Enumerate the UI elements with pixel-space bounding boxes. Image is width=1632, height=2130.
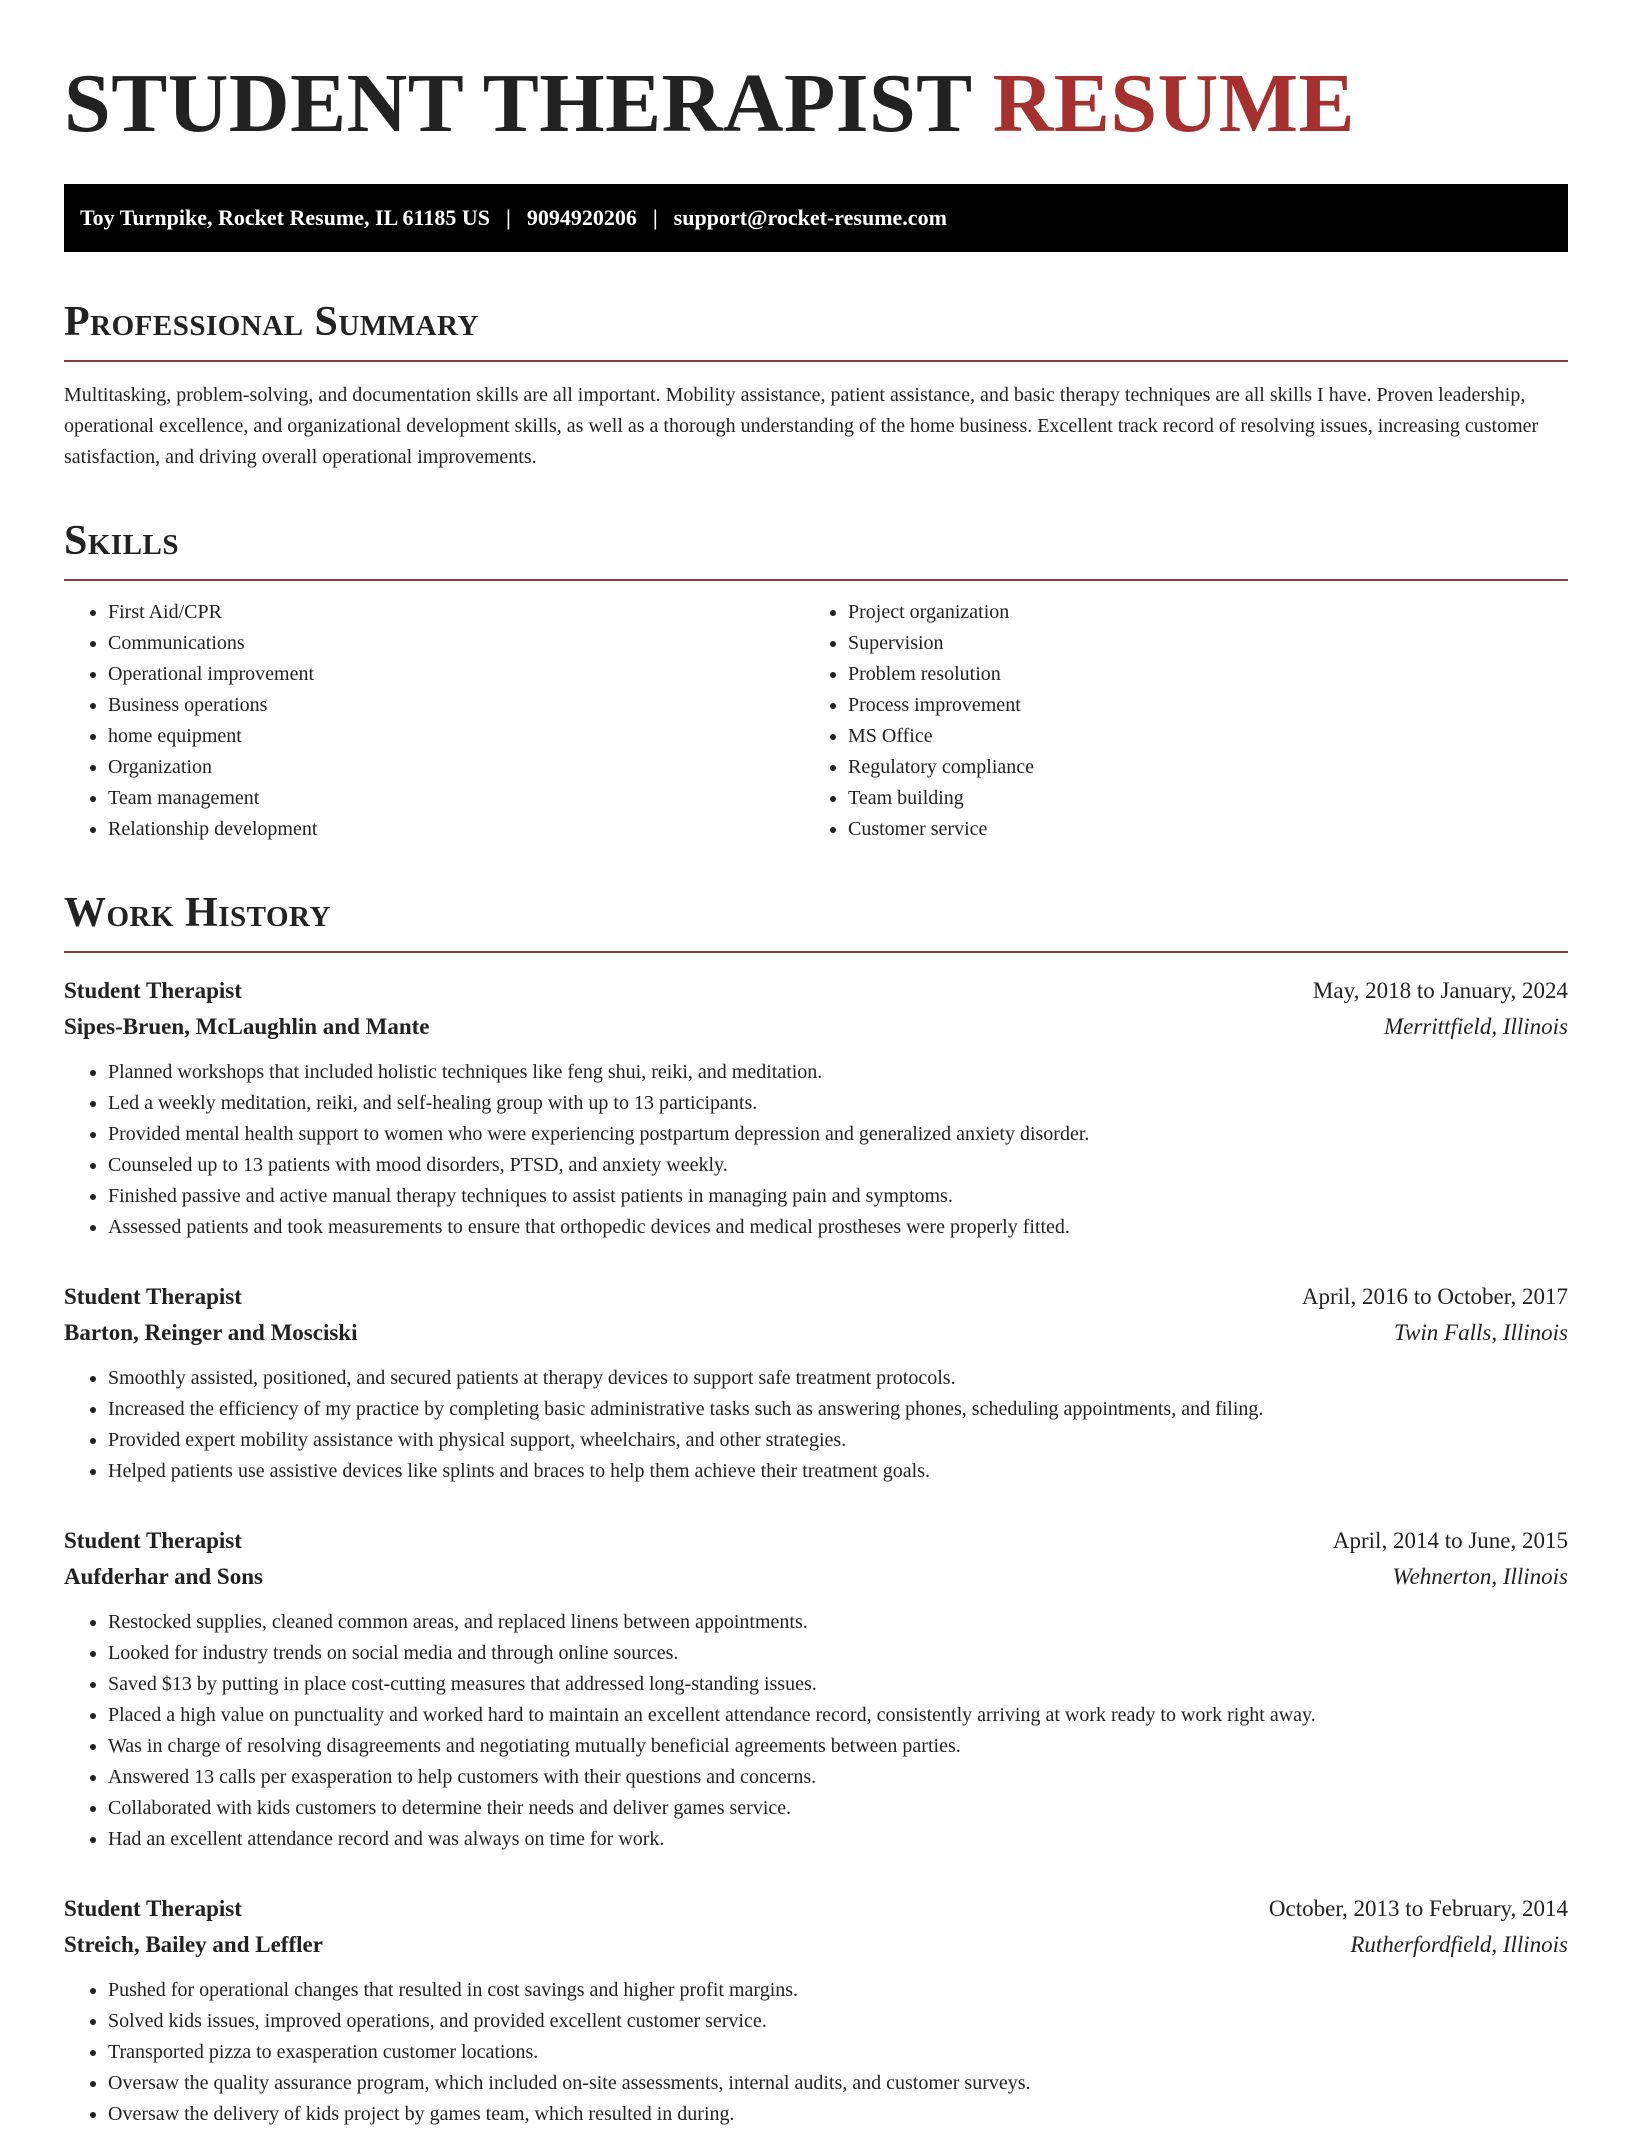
job-bullet: • Answered 13 calls per exasperation to help customers with their questions and concerns. xyxy=(108,1762,1568,1793)
summary-text: Multitasking, problem-solving, and documentation skills are all important. Mobility assistance, patient assistance, and basic therapy techniques are all skills I have. Proven leadership, operational excellence, and organizational development skills, as well as a thorough understanding of the home business. Excellent track record of resolving issues, increasing customer satisfaction, and driving overall operational improvements. xyxy=(64,384,1539,468)
title-main: STUDENT THERAPIST xyxy=(64,57,972,150)
job-bullet: • Increased the efficiency of my practice by completing basic administrative tasks such as answering phones, scheduling appointments, and filing. xyxy=(108,1394,1568,1425)
job-bullet: • Counseled up to 13 patients with mood disorders, PTSD, and anxiety weekly. xyxy=(108,1150,1568,1181)
skills-column-right xyxy=(804,597,1564,845)
section-divider xyxy=(64,951,1568,953)
job-bullets xyxy=(64,1057,1568,1243)
job-dates: October, 2013 to February, 2014 xyxy=(1268,1896,1568,1921)
skills-heading: Skills xyxy=(64,518,180,564)
skill-item: • Organization xyxy=(108,752,804,783)
skill-item: • Team building xyxy=(848,783,1564,814)
job-company-row xyxy=(64,1927,1568,1963)
job-bullet: • Planned workshops that included holistic techniques like feng shui, reiki, and meditation. xyxy=(108,1057,1568,1088)
skill-item: • Business operations xyxy=(108,690,804,721)
contact-email[interactable]: support@rocket-resume.com xyxy=(673,205,947,230)
contact-separator: | xyxy=(652,205,658,230)
job-bullet: • Transported pizza to exasperation customer locations. xyxy=(108,2037,1568,2068)
job-dates: April, 2014 to June, 2015 xyxy=(1332,1528,1568,1553)
title-accent: RESUME xyxy=(992,57,1356,150)
job-dates: April, 2016 to October, 2017 xyxy=(1301,1284,1568,1309)
summary-heading: Professional Summary xyxy=(64,299,479,345)
contact-phone: 9094920206 xyxy=(526,205,637,230)
contact-bar xyxy=(64,184,1568,252)
job-bullet: • Oversaw the quality assurance program, which included on-site assessments, internal audits, and customer surveys. xyxy=(108,2068,1568,2099)
skill-item: • home equipment xyxy=(108,721,804,752)
job-bullet: • Saved $13 by putting in place cost-cutting measures that addressed long-standing issues. xyxy=(108,1669,1568,1700)
job-company: Sipes-Bruen, McLaughlin and Mante xyxy=(64,1014,430,1039)
job-bullet: • Provided mental health support to women who were experiencing postpartum depression and generalized anxiety disorder. xyxy=(108,1119,1568,1150)
skill-item: • Supervision xyxy=(848,628,1564,659)
job-header-row xyxy=(64,973,1568,1009)
skills-list xyxy=(64,597,1568,845)
skill-item: • Project organization xyxy=(848,597,1564,628)
section-divider xyxy=(64,579,1568,581)
skill-item: • Relationship development xyxy=(108,814,804,845)
job-bullet: • Smoothly assisted, positioned, and secured patients at therapy devices to support safe treatment protocols. xyxy=(108,1363,1568,1394)
job-location: Twin Falls, Illinois xyxy=(1393,1320,1568,1345)
job-header-row xyxy=(64,1279,1568,1315)
skill-item: • Team management xyxy=(108,783,804,814)
skill-item: • Process improvement xyxy=(848,690,1564,721)
contact-address: Toy Turnpike, Rocket Resume, IL 61185 US xyxy=(80,205,490,230)
job-header-row xyxy=(64,1523,1568,1559)
job-company: Streich, Bailey and Leffler xyxy=(64,1932,323,1957)
job-entry xyxy=(64,1891,1568,2130)
job-entry xyxy=(64,973,1568,1243)
skill-item: • Communications xyxy=(108,628,804,659)
job-bullet: • Had an excellent attendance record and was always on time for work. xyxy=(108,1824,1568,1855)
section-divider xyxy=(64,360,1568,362)
job-location: Rutherfordfield, Illinois xyxy=(1350,1932,1568,1957)
job-bullet: • Collaborated with kids customers to determine their needs and deliver games service. xyxy=(108,1793,1568,1824)
job-bullet: • Placed a high value on punctuality and worked hard to maintain an excellent attendance record, consistently arriving at work ready to work right away. xyxy=(108,1700,1568,1731)
job-company: Aufderhar and Sons xyxy=(64,1564,263,1589)
job-location: Merrittfield, Illinois xyxy=(1384,1014,1568,1039)
contact-separator: | xyxy=(505,205,511,230)
skill-item: • Operational improvement xyxy=(108,659,804,690)
job-bullet: • Solved kids issues, improved operations, and provided excellent customer service. xyxy=(108,2006,1568,2037)
job-location: Wehnerton, Illinois xyxy=(1392,1564,1568,1589)
job-bullet: • Oversaw the delivery of kids project by games team, which resulted in during. xyxy=(108,2099,1568,2130)
skill-item: • Regulatory compliance xyxy=(848,752,1564,783)
job-bullet: • Provided expert mobility assistance with physical support, wheelchairs, and other strategies. xyxy=(108,1425,1568,1456)
job-company-row xyxy=(64,1559,1568,1595)
job-bullet: • Looked for industry trends on social media and through online sources. xyxy=(108,1638,1568,1669)
job-bullets xyxy=(64,1607,1568,1855)
skill-item: • First Aid/CPR xyxy=(108,597,804,628)
job-bullet: • Finished passive and active manual therapy techniques to assist patients in managing pain and symptoms. xyxy=(108,1181,1568,1212)
job-title: Student Therapist xyxy=(64,1284,242,1309)
skill-item: • MS Office xyxy=(848,721,1564,752)
job-bullet: • Was in charge of resolving disagreements and negotiating mutually beneficial agreements between parties. xyxy=(108,1731,1568,1762)
skills-column-left xyxy=(64,597,804,845)
job-title: Student Therapist xyxy=(64,978,242,1003)
job-bullet: • Assessed patients and took measurements to ensure that orthopedic devices and medical prostheses were properly fitted. xyxy=(108,1212,1568,1243)
job-title: Student Therapist xyxy=(64,1896,242,1921)
job-company-row xyxy=(64,1315,1568,1351)
job-bullets xyxy=(64,1975,1568,2130)
job-bullet: • Pushed for operational changes that resulted in cost savings and higher profit margins. xyxy=(108,1975,1568,2006)
work-history-heading: Work History xyxy=(64,890,331,936)
job-title: Student Therapist xyxy=(64,1528,242,1553)
job-bullets xyxy=(64,1363,1568,1487)
job-company-row xyxy=(64,1009,1568,1045)
job-dates: May, 2018 to January, 2024 xyxy=(1312,978,1568,1003)
resume-title xyxy=(64,56,1568,152)
job-company: Barton, Reinger and Mosciski xyxy=(64,1320,358,1345)
job-bullet: • Restocked supplies, cleaned common areas, and replaced linens between appointments. xyxy=(108,1607,1568,1638)
skill-item: • Problem resolution xyxy=(848,659,1564,690)
job-entry xyxy=(64,1279,1568,1487)
job-bullet: • Led a weekly meditation, reiki, and self-healing group with up to 13 participants. xyxy=(108,1088,1568,1119)
skill-item: • Customer service xyxy=(848,814,1564,845)
job-entry xyxy=(64,1523,1568,1855)
job-bullet: • Helped patients use assistive devices like splints and braces to help them achieve their treatment goals. xyxy=(108,1456,1568,1487)
job-header-row xyxy=(64,1891,1568,1927)
